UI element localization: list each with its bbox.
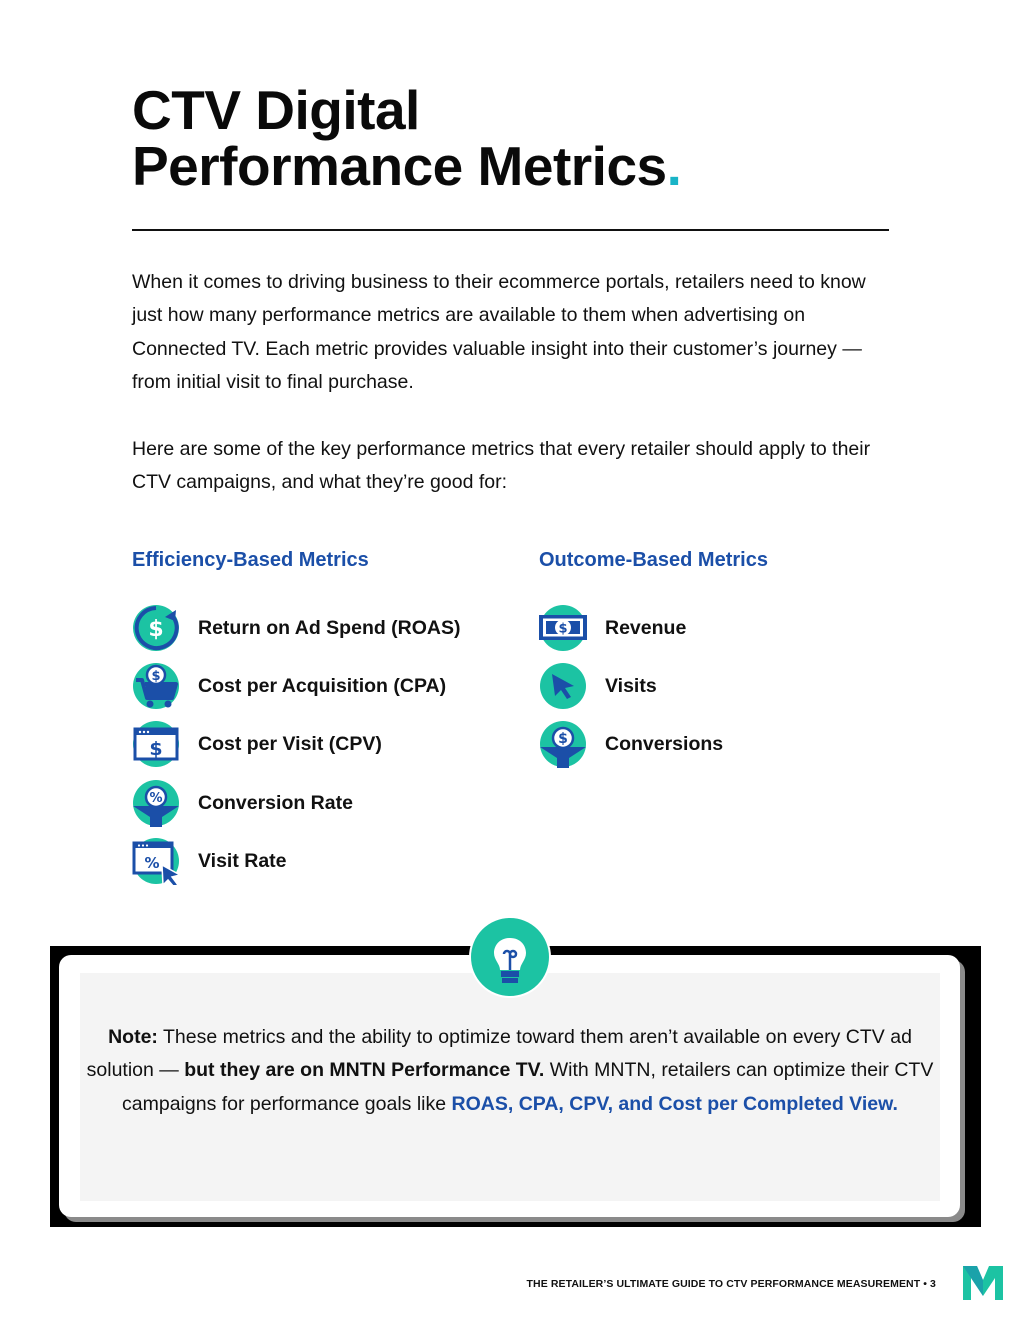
title-accent-dot: . [666,135,682,197]
intro-paragraph-1: When it comes to driving business to their ecommerce portals, retailers need to know just how many performance metrics are available to them when advertising on Connected TV. Each metric provides valuable insight into their customer’s journey — from initial visit to final purchase. [132,271,866,394]
title-divider [132,229,889,231]
note-text-1: These metrics and the ability to optimize toward them aren’t available on every CTV ad solution — [86,1026,912,1082]
efficiency-heading: Efficiency-Based Metrics [132,549,369,571]
metric-label: Conversion Rate [198,791,353,814]
svg-text:$: $ [558,731,568,747]
svg-text:$: $ [149,738,163,760]
intro-text [132,266,892,532]
metric-visit-rate [132,837,287,885]
svg-text:%: % [144,854,160,872]
metric-cpa [132,662,446,710]
metric-roas [132,604,461,652]
metric-revenue [539,604,686,652]
metric-label: Cost per Acquisition (CPA) [198,674,447,697]
page-footer: THE RETAILER’S ULTIMATE GUIDE TO CTV PERFORMANCE MEASUREMENT • 3 [526,1278,936,1290]
note-text-2: With MNTN, retailers can optimize their CTV campaigns for performance goals like [122,1059,934,1115]
title-line-2: Performance Metrics [132,135,667,197]
svg-text:$: $ [151,669,161,684]
metric-cpv [132,720,382,768]
svg-text:%: % [149,791,163,806]
note-bold: but they are on MNTN Performance TV. [184,1059,545,1082]
metric-label: Visit Rate [198,849,287,872]
note-lead: Note: [108,1026,158,1048]
metric-label: Conversions [605,732,724,755]
metric-visits [539,662,657,710]
svg-text:$: $ [558,621,568,637]
note-text [80,1021,940,1121]
metric-label: Return on Ad Spend (ROAS) [198,616,461,639]
cursor-icon [539,662,587,710]
refresh-dollar-icon [132,604,180,652]
funnel-percent-icon [132,779,180,827]
outcome-heading: Outcome-Based Metrics [539,549,768,571]
note-highlight: ROAS, CPA, CPV, and Cost per Completed View. [451,1092,898,1115]
mntn-logo-icon [963,1266,1003,1300]
funnel-dollar-icon [539,720,587,768]
metric-conversions [539,720,723,768]
svg-text:$: $ [148,617,164,642]
page-title [132,79,682,197]
banknote-icon [539,604,587,652]
browser-dollar-icon [132,720,180,768]
metric-label: Revenue [605,616,687,639]
metric-label: Cost per Visit (CPV) [198,732,382,755]
title-line-1: CTV Digital [132,79,420,141]
browser-percent-cursor-icon [132,837,180,885]
intro-paragraph-2: Here are some of the key performance metrics that every retailer should apply to their CTV campaigns, and what they’re good for: [132,437,871,494]
lightbulb-icon [469,916,551,998]
metric-conversion-rate [132,779,353,827]
metric-label: Visits [605,674,657,697]
cart-dollar-icon [132,662,180,710]
